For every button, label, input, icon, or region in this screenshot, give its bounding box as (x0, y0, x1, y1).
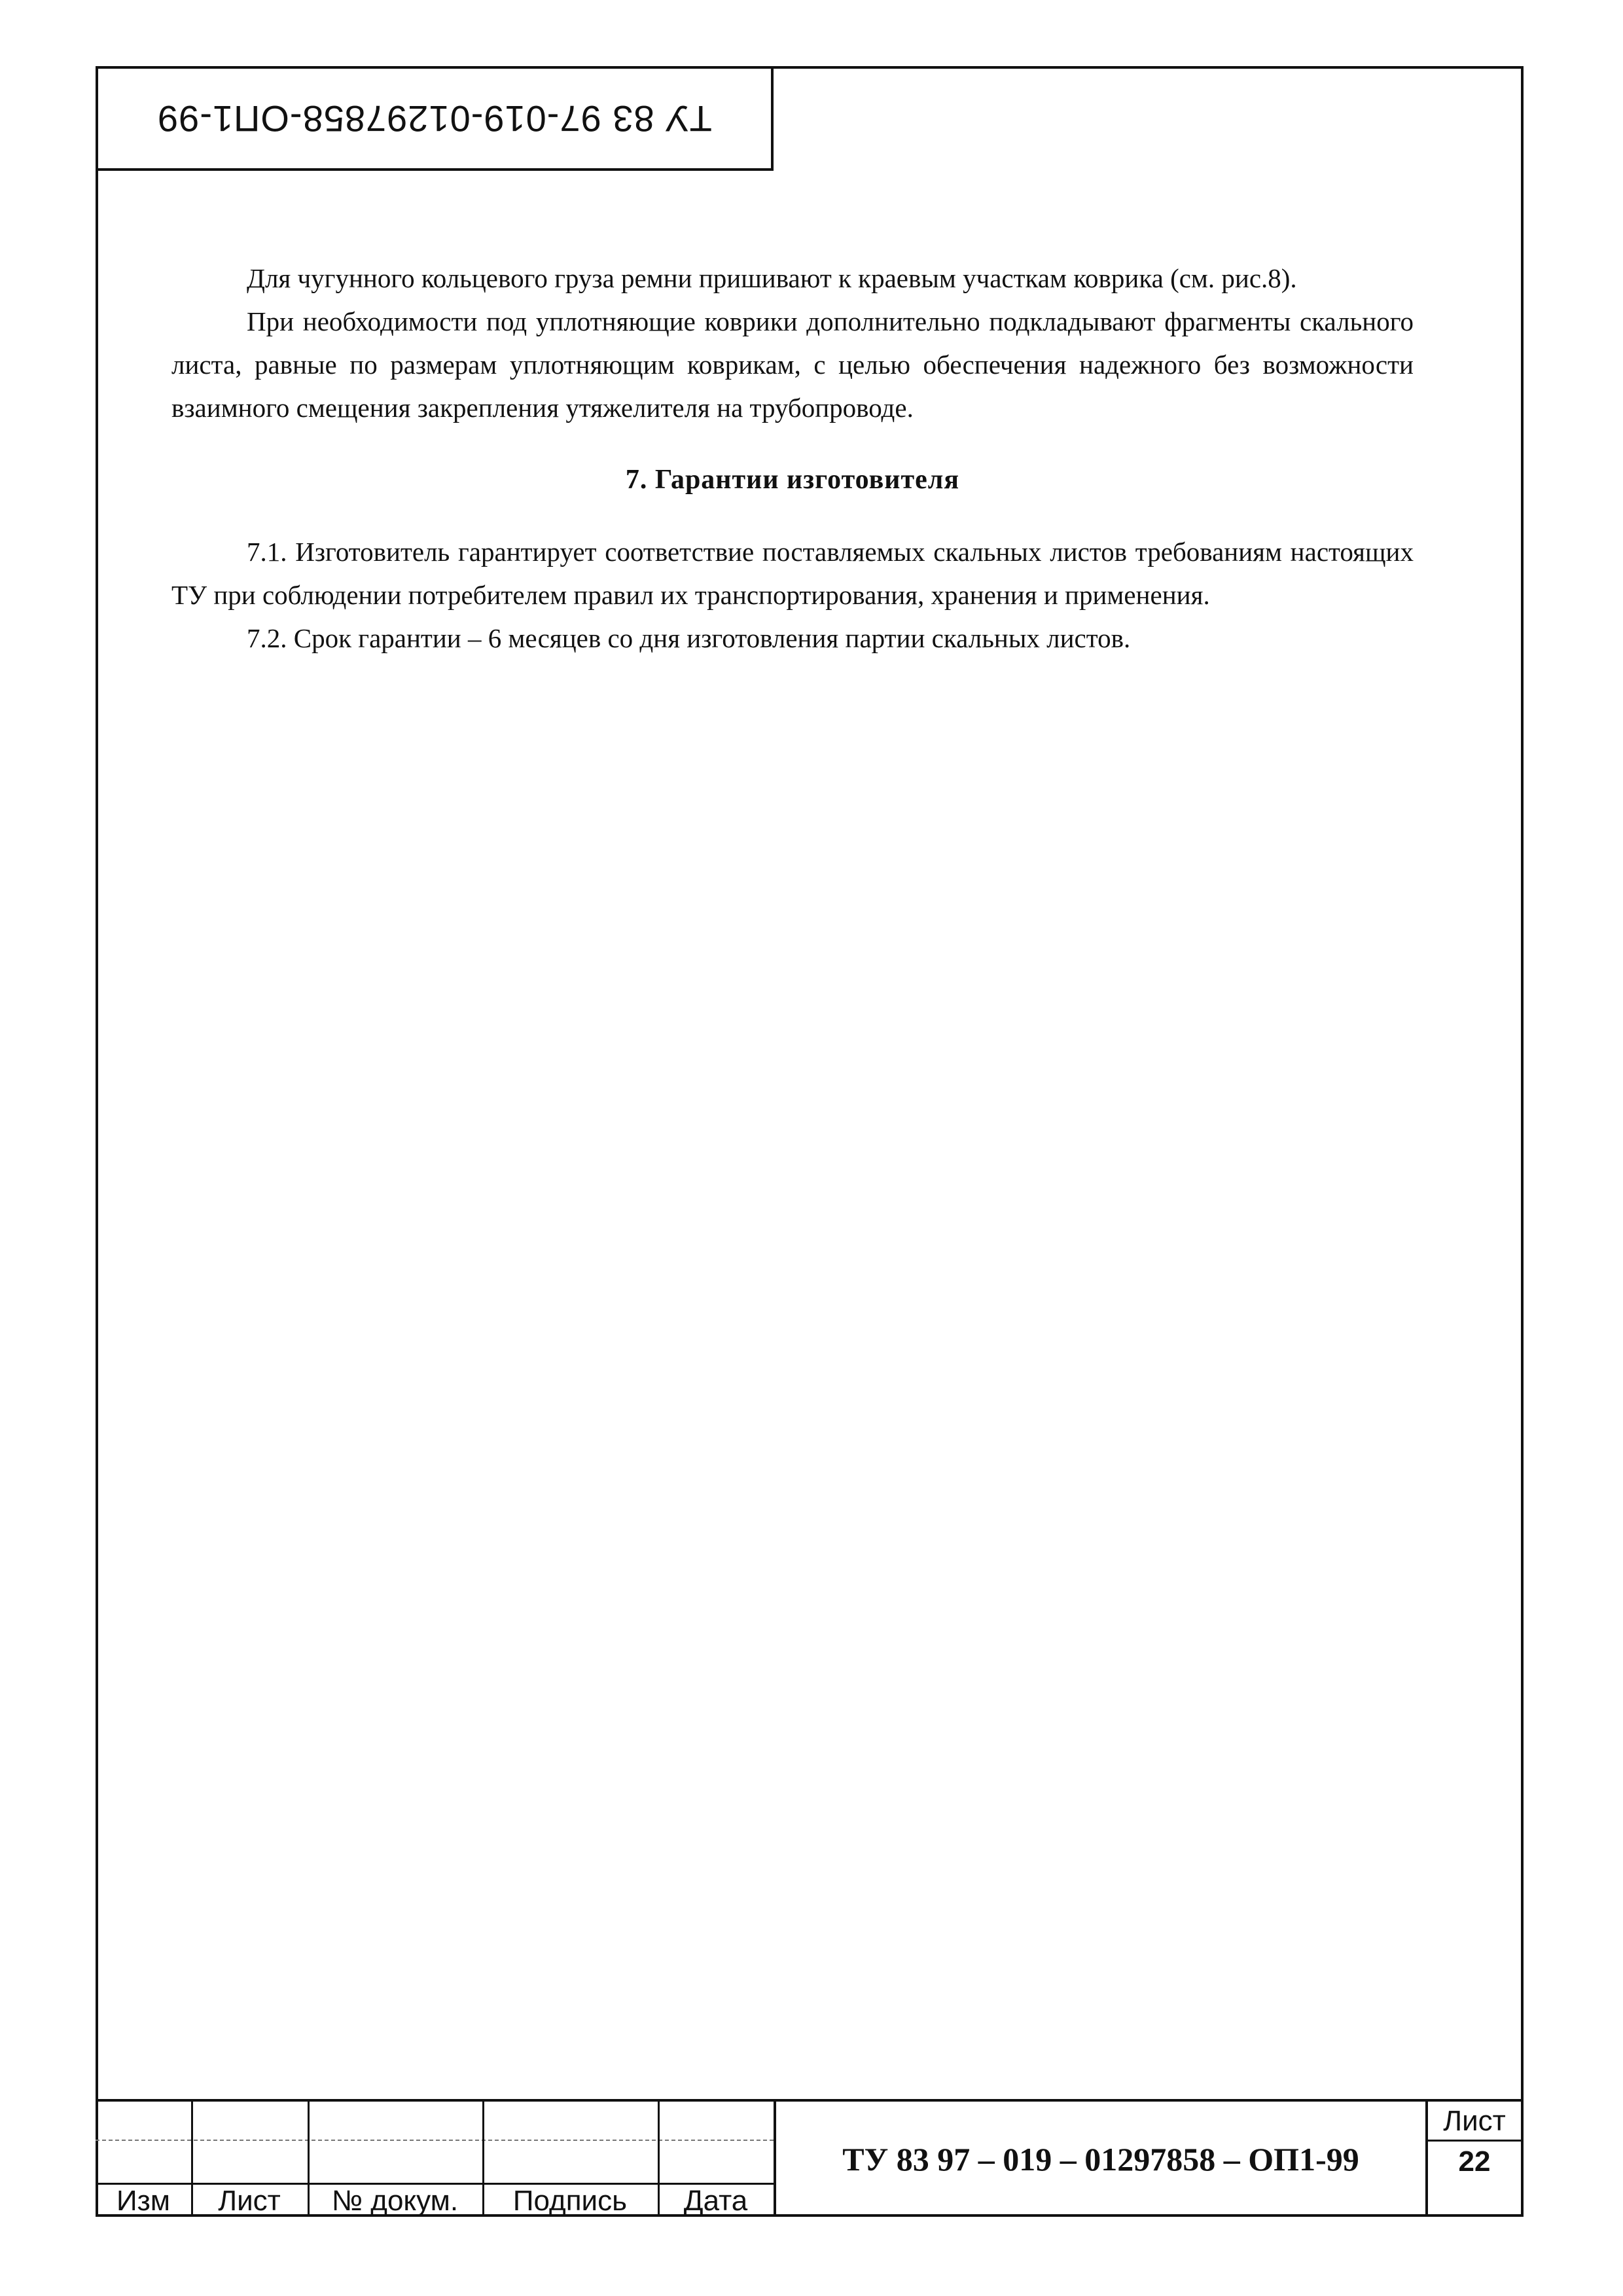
section-title: 7. Гарантии изготовителя (625, 465, 960, 495)
sheet-label: Лист (1428, 2102, 1521, 2142)
document-body (171, 257, 1414, 660)
body-paragraph: 7.2. Срок гарантии – 6 месяцев со дня изготовления партии скальных листов. (247, 623, 1131, 653)
body-paragraph: 7.1. Изготовитель гарантирует соответствие поставляемых скальных листов требованиям настоящих ТУ при соблюдении потребителем правил их транспортирования, хранения и применения. (171, 537, 1414, 610)
sheet-number: 22 (1458, 2145, 1491, 2178)
column-label-list: Лист (218, 2185, 281, 2217)
column-label-signature: Подпись (512, 2185, 628, 2217)
body-paragraph: При необходимости под уплотняющие коврики дополнительно подкладывают фрагменты скального листа, равные по размерам уплотняющим коврикам, с целью обеспечения надежного без возможности взаимного смещения закрепления утяжелителя на трубопроводе. (171, 306, 1414, 423)
top-stamp-code: ТУ 83 97-019-01297858-ОП1-99 (157, 98, 712, 139)
sheet-box (1428, 2102, 1521, 2217)
title-block (96, 2099, 1524, 2217)
column-label-date: Дата (683, 2185, 748, 2217)
top-document-stamp (96, 66, 774, 171)
body-paragraph: Для чугунного кольцевого груза ремни пришивают к краевым участкам коврика (см. рис.8). (247, 263, 1297, 293)
document-code: ТУ 83 97 – 019 – 01297858 – ОП1-99 (774, 2102, 1428, 2217)
column-label-doc-number: № докум. (331, 2185, 459, 2217)
column-label-izm: Изм (116, 2185, 171, 2217)
